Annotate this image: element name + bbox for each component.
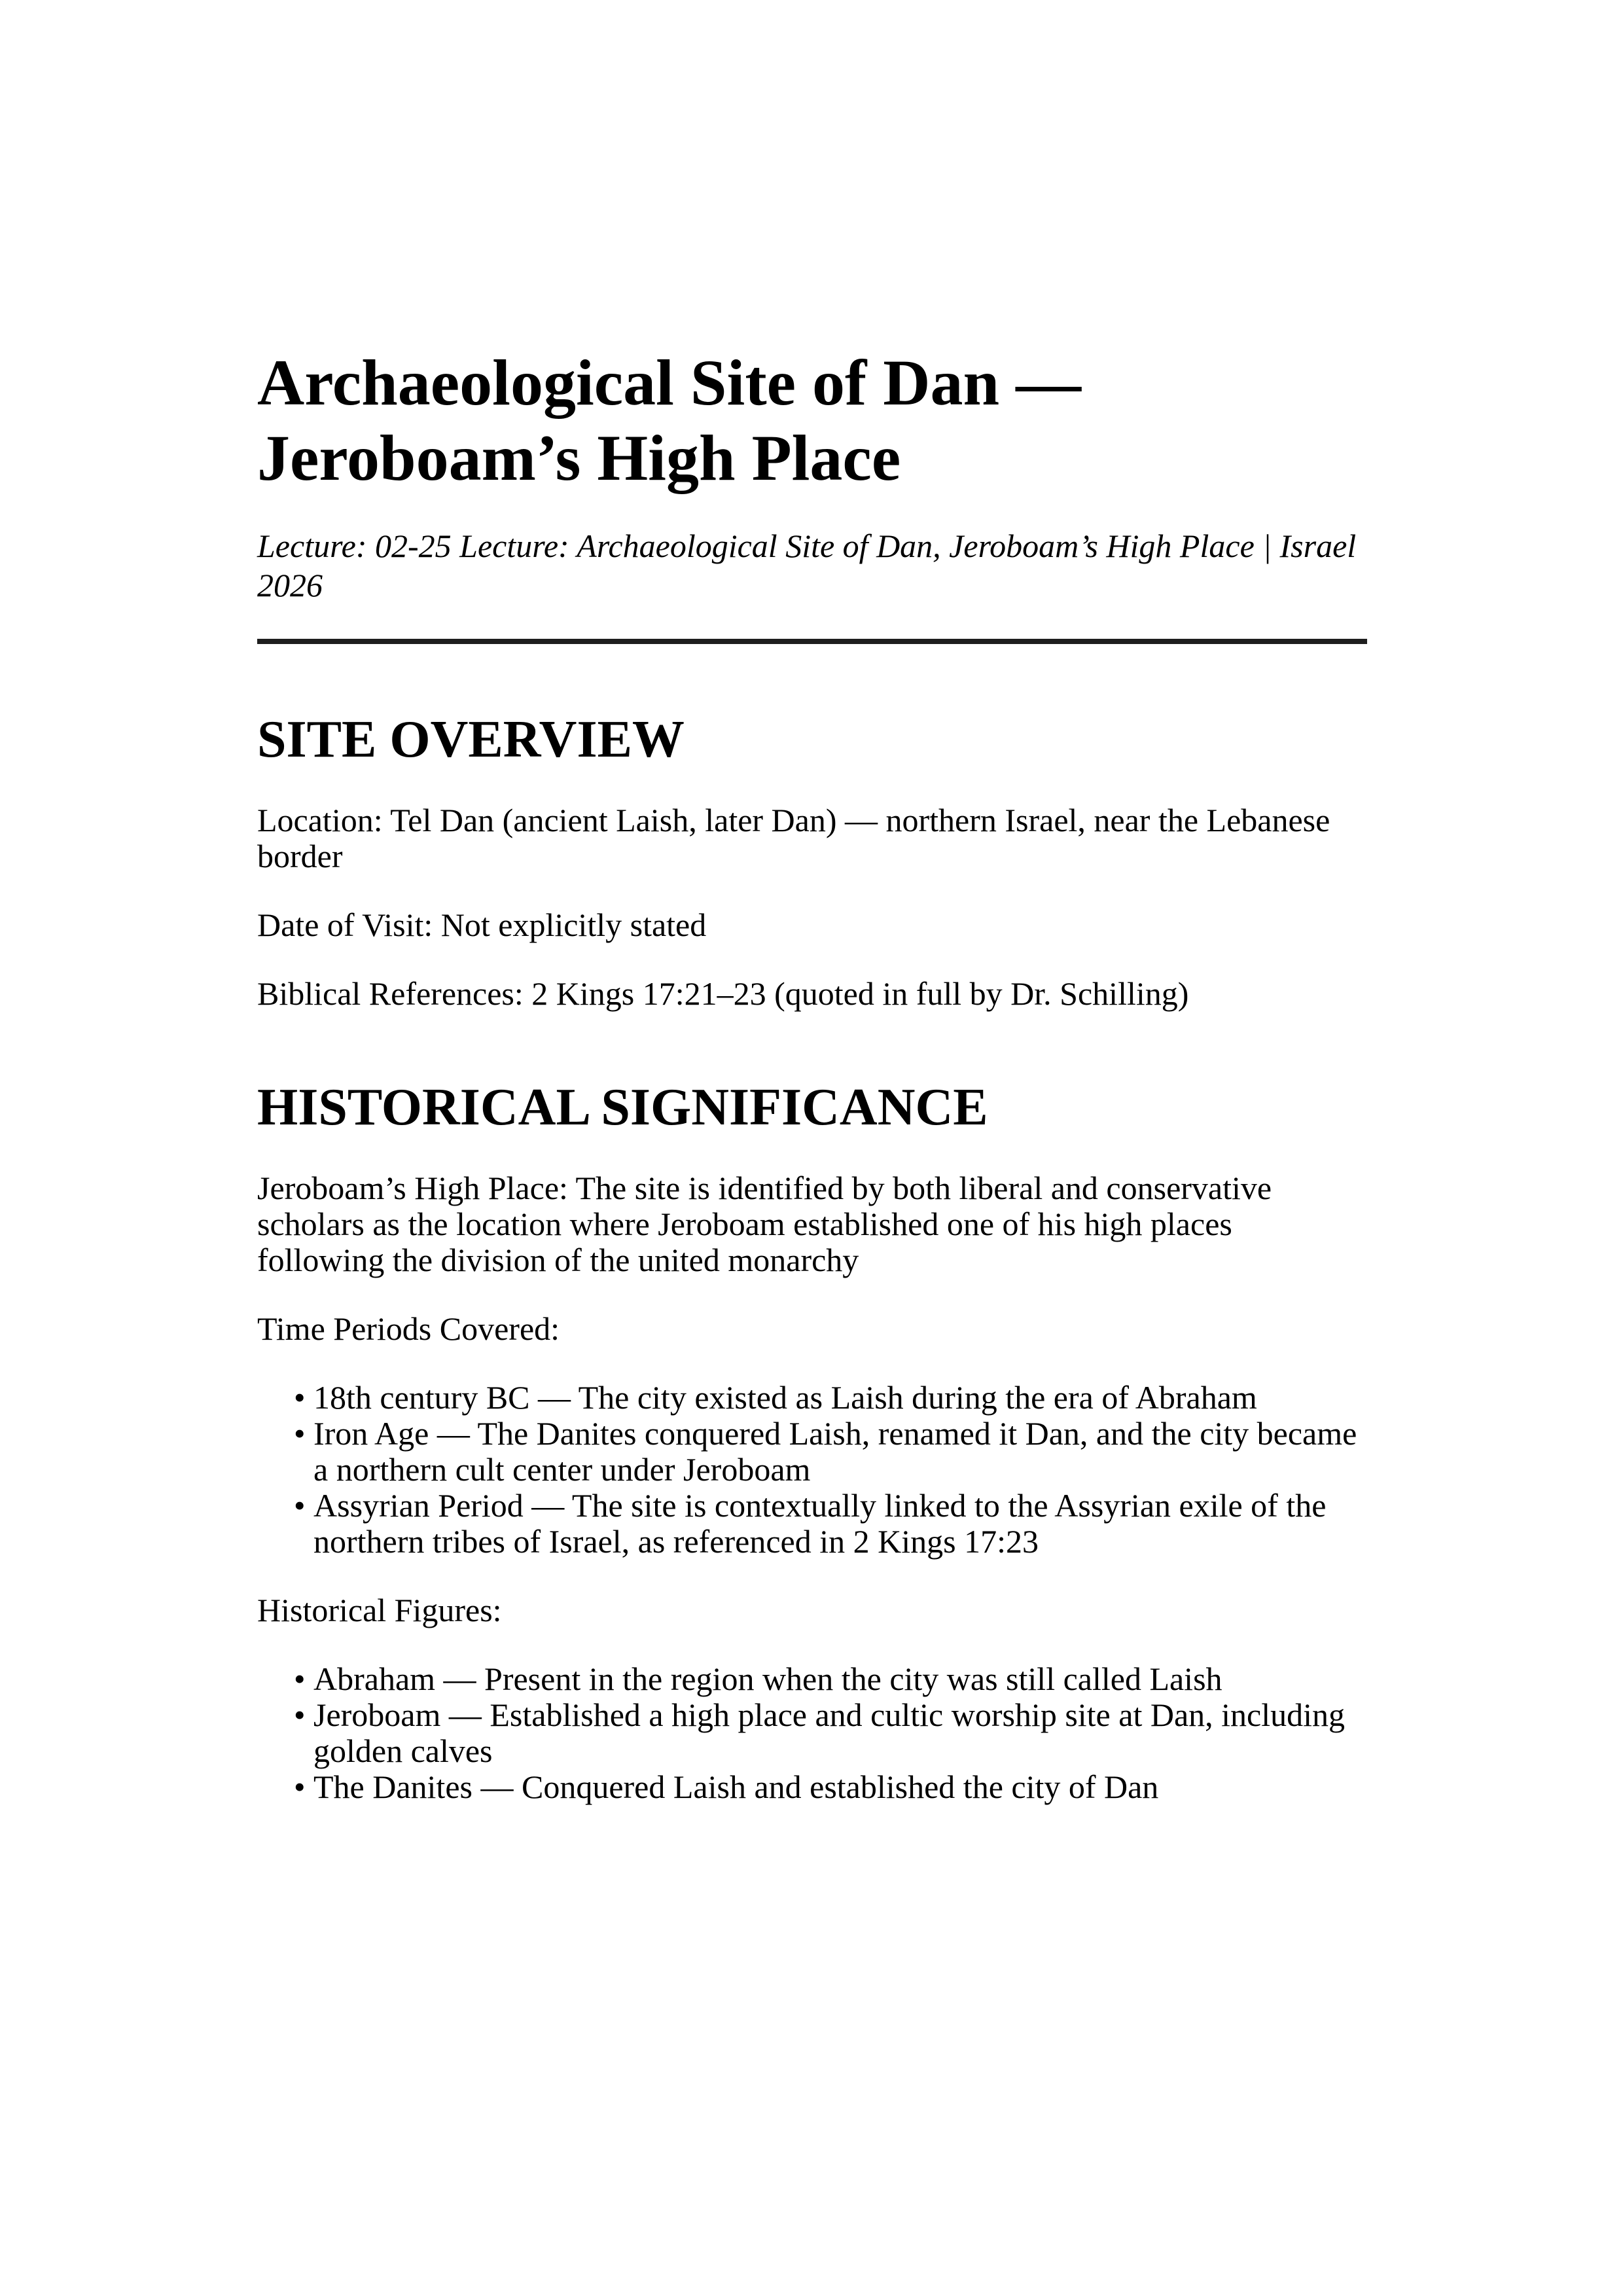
paragraph-location: Location: Tel Dan (ancient Laish, later Dan) — northern Israel, near the Lebanese border [257, 802, 1330, 874]
paragraph-biblical-references: Biblical References: 2 Kings 17:21–23 (quoted in full by Dr. Schilling) [257, 975, 1189, 1012]
horizontal-rule [257, 639, 1367, 644]
historical-figures-list [257, 1661, 1367, 1805]
time-periods-list [257, 1380, 1367, 1560]
paragraph-jeroboams-high-place: Jeroboam’s High Place: The site is identified by both liberal and conservative scholars as the location where Jeroboam established one of his high places following the division of the united monarchy [257, 1170, 1272, 1278]
document-subtitle: Lecture: 02-25 Lecture: Archaeological Site of Dan, Jeroboam’s High Place | Israel 2026 [257, 528, 1357, 603]
list-item: • 18th century BC — The city existed as Laish during the era of Abraham [313, 1380, 1367, 1416]
paragraph-time-periods-label: Time Periods Covered: [257, 1310, 560, 1347]
section-heading-site-overview: SITE OVERVIEW [257, 711, 685, 768]
list-item: • The Danites — Conquered Laish and established the city of Dan [313, 1769, 1367, 1805]
list-item: • Assyrian Period — The site is contextually linked to the Assyrian exile of the northern tribes of Israel, as referenced in 2 Kings 17:23 [313, 1488, 1367, 1560]
list-item: • Abraham — Present in the region when the city was still called Laish [313, 1661, 1367, 1697]
paragraph-historical-figures-label: Historical Figures: [257, 1592, 502, 1628]
list-item: • Iron Age — The Danites conquered Laish, renamed it Dan, and the city became a northern cult center under Jeroboam [313, 1416, 1367, 1488]
document-title: Archaeological Site of Dan — Jeroboam’s High Place [257, 346, 1082, 494]
list-item: • Jeroboam — Established a high place and cultic worship site at Dan, including golden calves [313, 1697, 1367, 1769]
paragraph-date-of-visit: Date of Visit: Not explicitly stated [257, 906, 707, 943]
section-heading-historical-significance: HISTORICAL SIGNIFICANCE [257, 1079, 988, 1136]
